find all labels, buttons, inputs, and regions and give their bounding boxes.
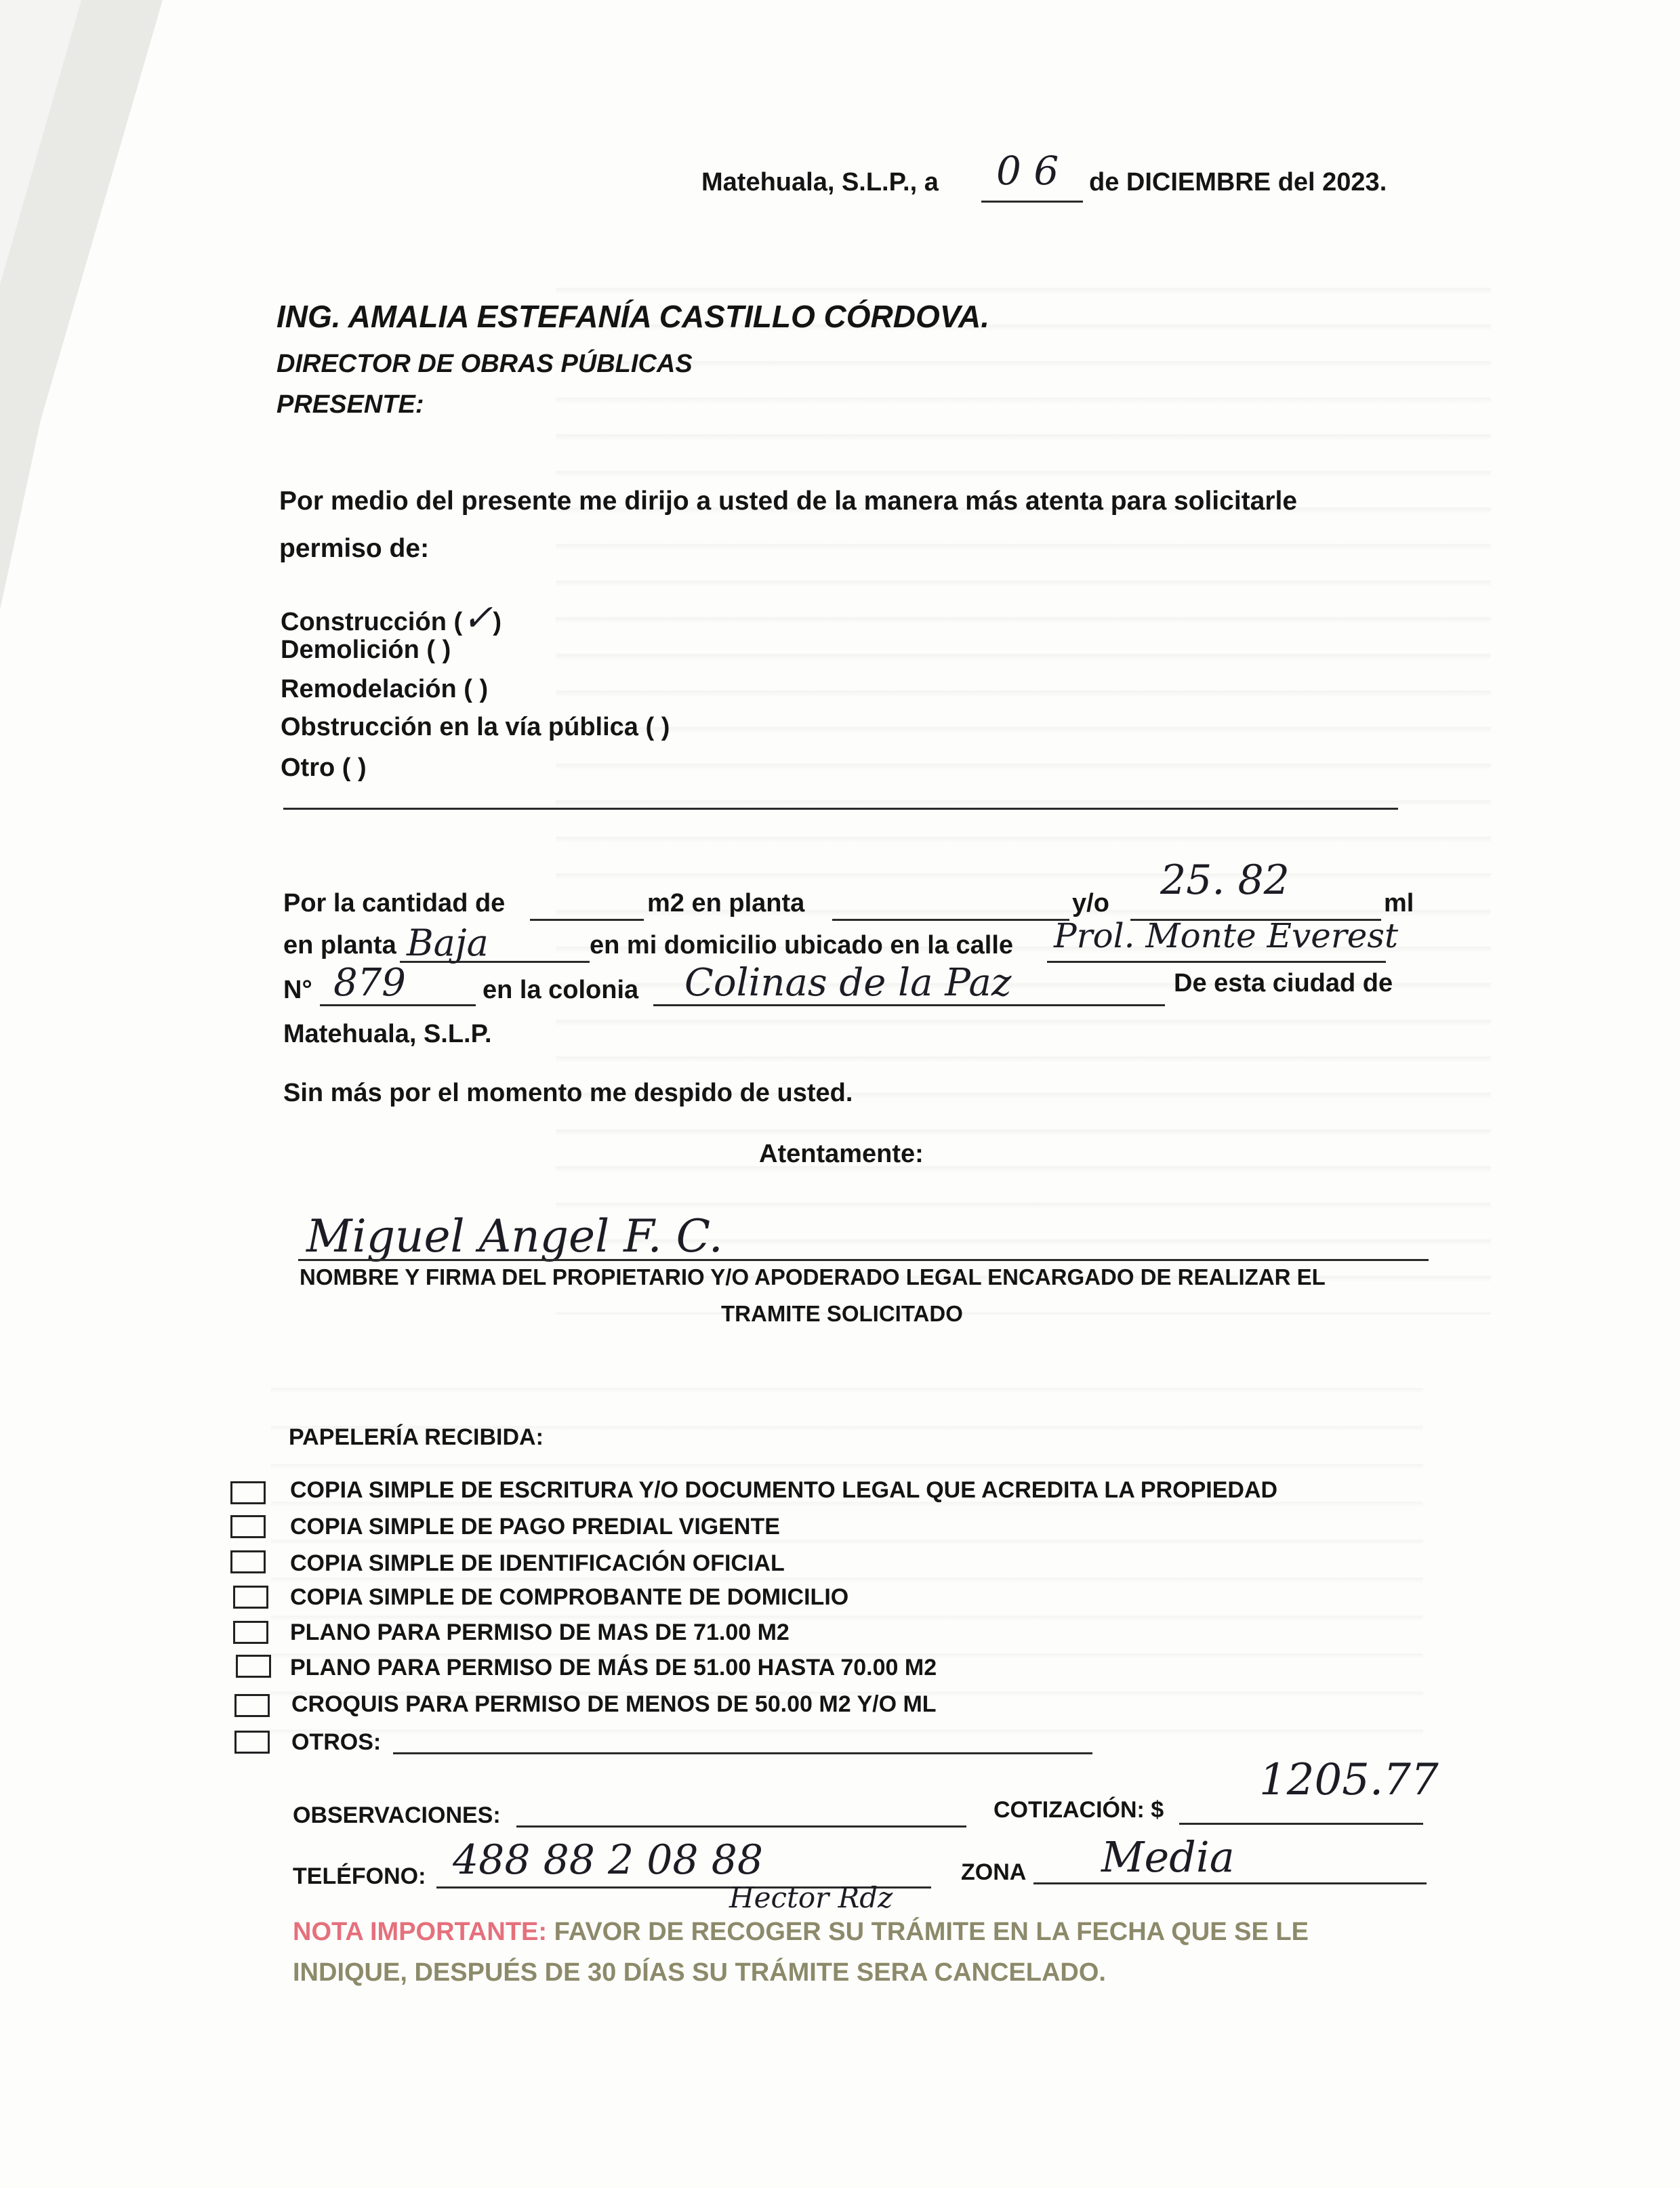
zona-label: ZONA xyxy=(961,1859,1027,1885)
papeleria-checkbox-7[interactable] xyxy=(234,1694,270,1717)
paper-fold-shadow xyxy=(0,0,203,2188)
quantity-label-2: m2 en planta xyxy=(647,889,805,917)
numero-handwritten: 879 xyxy=(333,961,406,1005)
colonia-label: en la colonia xyxy=(483,976,639,1004)
papeleria-checkbox-5[interactable] xyxy=(233,1621,268,1644)
ciudad-value: Matehuala, S.L.P. xyxy=(283,1020,492,1048)
permit-construccion-label: Construcción ( xyxy=(281,608,463,636)
day-handwritten: 0 6 xyxy=(996,148,1059,194)
observaciones-label: OBSERVACIONES: xyxy=(293,1802,501,1828)
ciudad-label: De esta ciudad de xyxy=(1174,969,1393,997)
cotizacion-label: COTIZACIÓN: $ xyxy=(993,1797,1164,1823)
domicilio-label: en mi domicilio ubicado en la calle xyxy=(590,931,1014,959)
papeleria-title: PAPELERÍA RECIBIDA: xyxy=(289,1424,544,1450)
zona-handwritten: Media xyxy=(1101,1832,1235,1882)
papeleria-checkbox-1[interactable] xyxy=(230,1481,266,1504)
papeleria-item-6: PLANO PARA PERMISO DE MÁS DE 51.00 HASTA 70.00 M2 xyxy=(290,1655,937,1680)
telefono-note-handwritten: Hector Rdz xyxy=(729,1881,893,1914)
floor-handwritten: Baja xyxy=(407,922,489,964)
papeleria-item-2: COPIA SIMPLE DE PAGO PREDIAL VIGENTE xyxy=(290,1514,780,1540)
presente-label: PRESENTE: xyxy=(276,390,424,419)
permit-demolicion[interactable]: Demolición ( ) xyxy=(281,636,451,664)
cotizacion-line[interactable] xyxy=(1179,1823,1423,1825)
papeleria-checkbox-8[interactable] xyxy=(234,1731,270,1754)
quantity-label-4: ml xyxy=(1384,889,1414,917)
signature-label-2: TRAMITE SOLICITADO xyxy=(721,1301,963,1326)
atentamente-label: Atentamente: xyxy=(759,1140,924,1168)
permit-construccion-close: ) xyxy=(493,608,502,636)
nota-text-1: FAVOR DE RECOGER SU TRÁMITE EN LA FECHA QUE SE LE xyxy=(554,1918,1309,1946)
intro-line-2: permiso de: xyxy=(279,534,430,563)
signature-handwritten: Miguel Angel F. C. xyxy=(306,1210,723,1262)
papeleria-checkbox-3[interactable] xyxy=(230,1550,266,1573)
farewell-text: Sin más por el momento me despido de usted. xyxy=(283,1079,853,1107)
papeleria-checkbox-6[interactable] xyxy=(236,1655,271,1678)
nota-label: NOTA IMPORTANTE: xyxy=(293,1918,548,1946)
numero-label: N° xyxy=(283,976,312,1004)
addressee-position: DIRECTOR DE OBRAS PÚBLICAS xyxy=(276,350,693,378)
telefono-handwritten: 488 88 2 08 88 xyxy=(453,1836,764,1884)
permit-obstruccion[interactable]: Obstrucción en la vía pública ( ) xyxy=(281,713,670,741)
colonia-handwritten: Colinas de la Paz xyxy=(684,961,1012,1005)
papeleria-item-4: COPIA SIMPLE DE COMPROBANTE DE DOMICILIO xyxy=(290,1584,849,1610)
papeleria-item-7: CROQUIS PARA PERMISO DE MENOS DE 50.00 M2 Y/O ML xyxy=(291,1691,937,1717)
quantity-m2-line[interactable] xyxy=(530,919,644,921)
intro-line-1: Por medio del presente me dirijo a usted de la manera más atenta para solicitarle xyxy=(279,487,1298,516)
signature-line[interactable] xyxy=(298,1259,1429,1261)
street-line[interactable] xyxy=(1047,961,1386,963)
papeleria-checkbox-4[interactable] xyxy=(233,1586,268,1609)
quantity-label-3: y/o xyxy=(1072,889,1109,917)
place-date-prefix: Matehuala, S.L.P., a xyxy=(701,168,939,197)
quantity-label-1: Por la cantidad de xyxy=(283,889,506,917)
permit-remodelacion[interactable]: Remodelación ( ) xyxy=(281,675,489,703)
telefono-label: TELÉFONO: xyxy=(293,1863,426,1889)
nota-text-2: INDIQUE, DESPUÉS DE 30 DÍAS SU TRÁMITE SERA CANCELADO. xyxy=(293,1958,1106,1987)
planta-line[interactable] xyxy=(832,919,1069,921)
zona-line[interactable] xyxy=(1033,1882,1427,1884)
papeleria-checkbox-2[interactable] xyxy=(230,1515,266,1538)
ml-value-handwritten: 25. 82 xyxy=(1160,856,1290,904)
check-mark-icon: ✓ xyxy=(462,596,493,639)
observaciones-line[interactable] xyxy=(516,1825,966,1828)
nota-importante xyxy=(293,1918,1309,1947)
papeleria-item-1: COPIA SIMPLE DE ESCRITURA Y/O DOCUMENTO LEGAL QUE ACREDITA LA PROPIEDAD xyxy=(290,1477,1278,1503)
street-handwritten: Prol. Monte Everest xyxy=(1054,916,1399,955)
en-planta-label: en planta xyxy=(283,931,396,959)
permit-construccion[interactable] xyxy=(281,596,501,639)
papeleria-item-8: OTROS: xyxy=(291,1729,382,1755)
otro-line[interactable] xyxy=(283,808,1398,810)
place-date-suffix: de DICIEMBRE del 2023. xyxy=(1089,168,1387,197)
day-line xyxy=(981,201,1083,203)
otros-line[interactable] xyxy=(393,1752,1092,1754)
papeleria-item-5: PLANO PARA PERMISO DE MAS DE 71.00 M2 xyxy=(290,1619,790,1645)
signature-label-1: NOMBRE Y FIRMA DEL PROPIETARIO Y/O APODERADO LEGAL ENCARGADO DE REALIZAR EL xyxy=(300,1264,1326,1289)
addressee-name: ING. AMALIA ESTEFANÍA CASTILLO CÓRDOVA. xyxy=(276,299,990,334)
cotizacion-handwritten: 1205.77 xyxy=(1259,1755,1439,1805)
permit-otro[interactable]: Otro ( ) xyxy=(281,754,367,782)
papeleria-item-3: COPIA SIMPLE DE IDENTIFICACIÓN OFICIAL xyxy=(290,1550,785,1576)
